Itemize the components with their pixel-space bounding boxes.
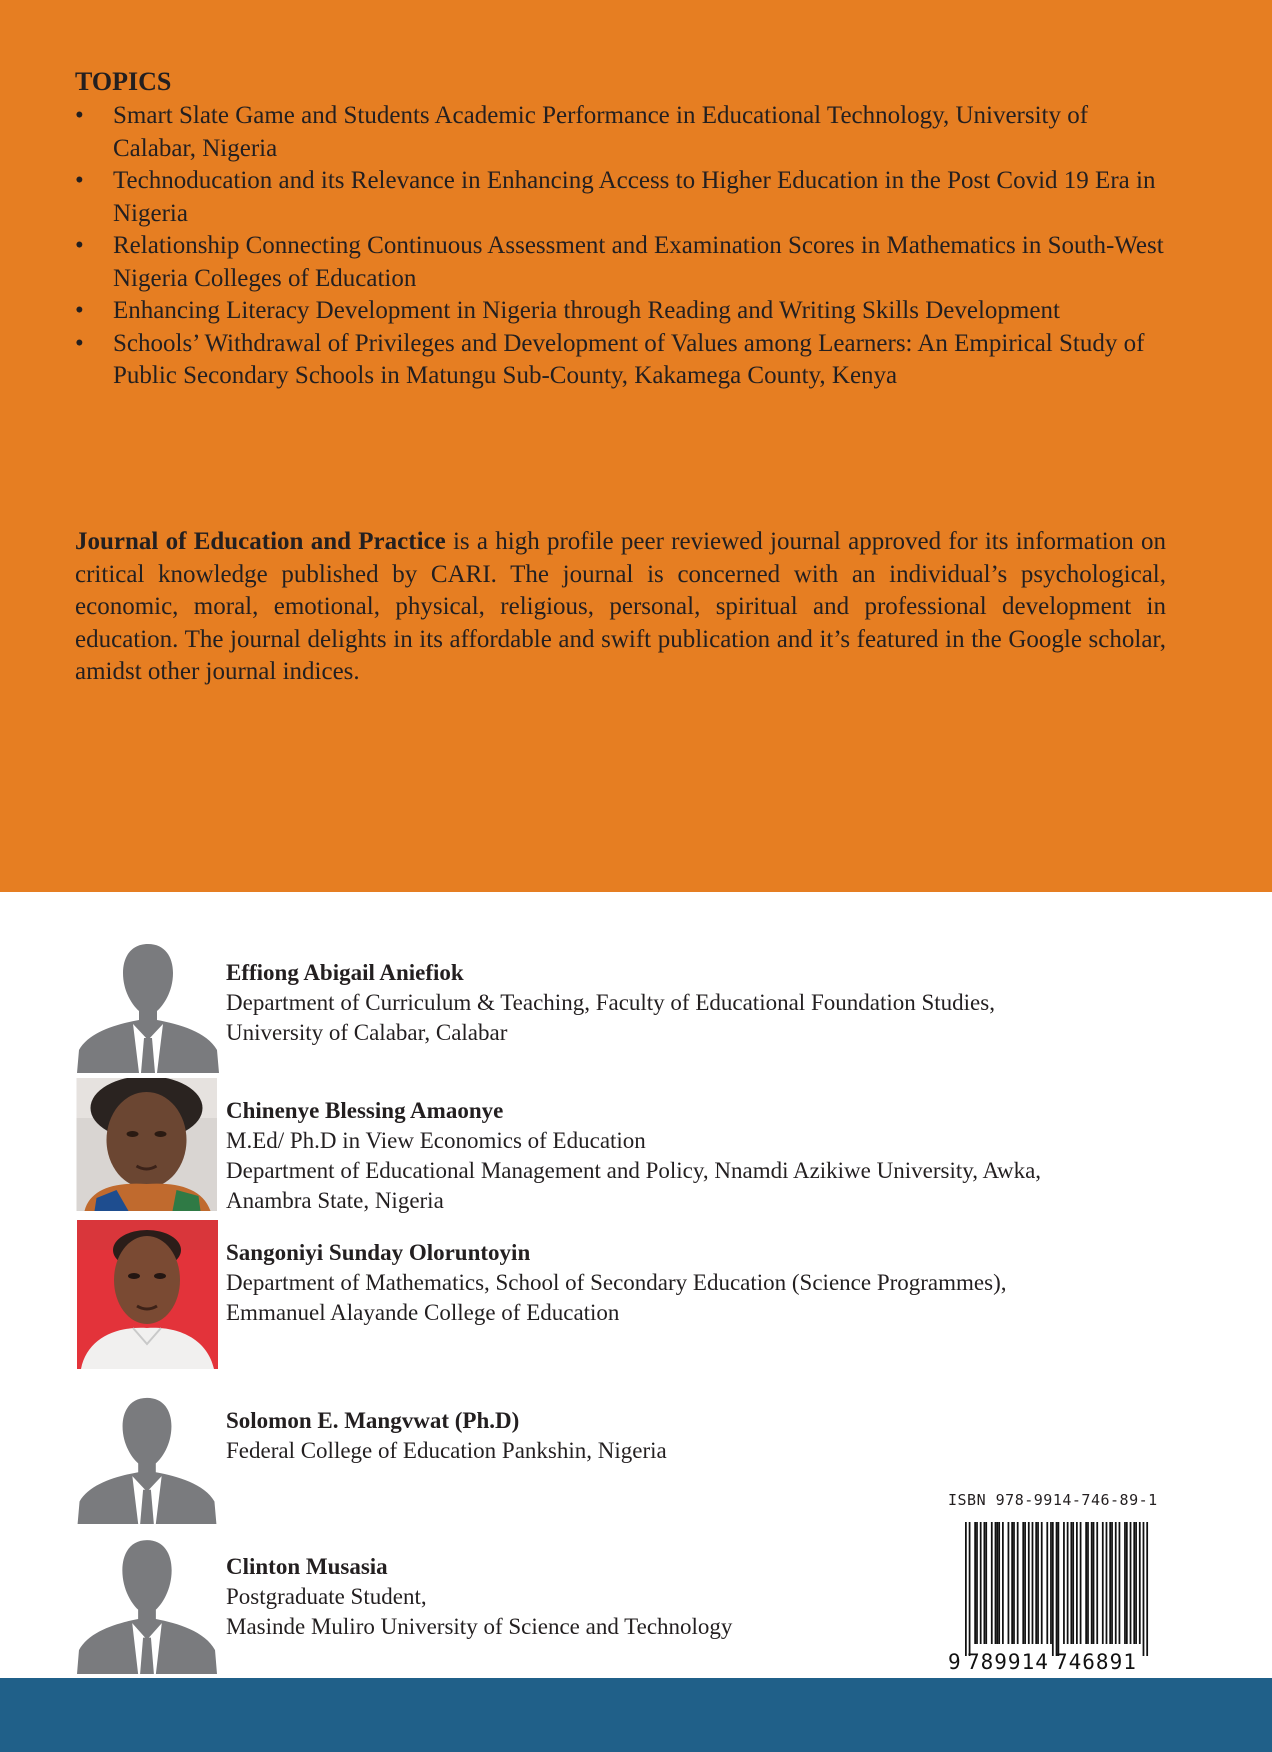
barcode-digits-left: 789914 bbox=[967, 1650, 1049, 1674]
barcode-digits-right: 746891 bbox=[1055, 1650, 1137, 1674]
barcode-bar bbox=[1087, 1522, 1089, 1644]
topic-text: Relationship Connecting Continuous Assessment and Examination Scores in Mathematics in South-West Nigeria Colleges of Education bbox=[113, 232, 1164, 292]
barcode-bar bbox=[1080, 1522, 1082, 1644]
topic-text: Enhancing Literacy Development in Nigeria through Reading and Writing Skills Development bbox=[113, 297, 1060, 324]
author-affiliation: Anambra State, Nigeria bbox=[226, 1188, 444, 1213]
author-name: Solomon E. Mangvwat (Ph.D) bbox=[226, 1408, 520, 1433]
author-photo bbox=[77, 1220, 218, 1369]
barcode-bar bbox=[1072, 1522, 1074, 1644]
barcode-bar bbox=[980, 1522, 982, 1644]
barcode-bar bbox=[1058, 1522, 1060, 1656]
barcode-bar bbox=[996, 1522, 998, 1644]
barcode-bar bbox=[1085, 1522, 1087, 1644]
barcode-bar bbox=[1076, 1522, 1078, 1644]
barcode-bar bbox=[1093, 1522, 1095, 1644]
barcode-bar bbox=[1106, 1522, 1108, 1644]
author-affiliation: Emmanuel Alayande College of Education bbox=[226, 1300, 620, 1325]
barcode-bar bbox=[1028, 1522, 1030, 1644]
barcode-bar bbox=[1133, 1522, 1135, 1644]
bullet-icon: • bbox=[75, 297, 84, 324]
avatar-silhouette-icon bbox=[77, 940, 219, 1073]
barcode-bar bbox=[1109, 1522, 1111, 1644]
barcode-bar bbox=[1056, 1522, 1058, 1656]
barcode-bar bbox=[1115, 1522, 1117, 1644]
barcode-bar bbox=[1032, 1522, 1034, 1644]
barcode-bar bbox=[1146, 1522, 1148, 1656]
author-affiliation: Federal College of Education Pankshin, Nigeria bbox=[226, 1438, 667, 1463]
bullet-icon: • bbox=[75, 232, 84, 259]
barcode-bar bbox=[984, 1522, 986, 1644]
barcode-bar bbox=[974, 1522, 976, 1644]
barcode-bar bbox=[1046, 1522, 1048, 1644]
barcode-bar bbox=[1035, 1522, 1037, 1644]
barcode-bar bbox=[1102, 1522, 1104, 1644]
barcode-bar bbox=[1135, 1522, 1137, 1644]
avatar-silhouette-icon bbox=[77, 1536, 217, 1674]
author-affiliation: Department of Educational Management and Policy, Nnamdi Azikiwe University, Awka, bbox=[226, 1158, 1042, 1183]
barcode-bar bbox=[1139, 1522, 1141, 1644]
barcode-bar bbox=[1124, 1522, 1126, 1644]
topic-item bbox=[75, 100, 1165, 165]
topic-text: Smart Slate Game and Students Academic Performance in Educational Technology, University of Calabar, Nigeria bbox=[113, 102, 1089, 162]
topic-item bbox=[75, 165, 1165, 230]
barcode-bar bbox=[991, 1522, 993, 1644]
author-details bbox=[226, 958, 1186, 1048]
barcode-bar bbox=[1002, 1522, 1004, 1644]
barcode-bar bbox=[1052, 1522, 1054, 1656]
barcode-bar bbox=[976, 1522, 978, 1644]
barcode-bar bbox=[1037, 1522, 1039, 1644]
barcode-bar bbox=[998, 1522, 1000, 1644]
author-details bbox=[226, 1238, 1186, 1328]
author-name: Effiong Abigail Aniefiok bbox=[226, 960, 464, 985]
barcode-bar bbox=[1041, 1522, 1043, 1644]
barcode-bar bbox=[985, 1522, 987, 1644]
bullet-icon: • bbox=[75, 102, 84, 129]
author-affiliation: University of Calabar, Calabar bbox=[226, 1020, 508, 1045]
barcode-bar bbox=[1011, 1522, 1013, 1644]
author-affiliation: M.Ed/ Ph.D in View Economics of Education bbox=[226, 1128, 646, 1153]
barcode-bar bbox=[1096, 1522, 1098, 1644]
author-affiliation: Masinde Muliro University of Science and Technology bbox=[226, 1614, 733, 1639]
barcode-bar bbox=[1050, 1522, 1052, 1644]
topic-text: Schools’ Withdrawal of Privileges and Development of Values among Learners: An Empirical Study of Public Secondary Schools in Matungu Sub-County, Kakamega County, Kenya bbox=[113, 329, 1145, 389]
barcode-bar bbox=[1130, 1522, 1132, 1644]
barcode-bar bbox=[1024, 1522, 1026, 1644]
barcode-bar bbox=[1013, 1522, 1015, 1644]
barcode-bar bbox=[965, 1522, 967, 1656]
author-photo bbox=[76, 1078, 217, 1211]
barcode-digit-lead: 9 bbox=[948, 1650, 961, 1674]
bullet-icon: • bbox=[75, 329, 84, 357]
barcode-icon bbox=[945, 1514, 1155, 1674]
barcode-bar bbox=[1022, 1522, 1024, 1644]
topics-heading: TOPICS bbox=[75, 67, 172, 96]
journal-name: Journal of Education and Practice bbox=[75, 528, 446, 555]
barcode-bar bbox=[1017, 1522, 1019, 1644]
barcode-bar bbox=[1111, 1522, 1113, 1644]
barcode-bar bbox=[1067, 1522, 1069, 1644]
barcode-bar bbox=[969, 1522, 971, 1656]
barcode-bar bbox=[1091, 1522, 1093, 1644]
journal-description-text: is a high profile peer reviewed journal approved for its information on critical knowledge published by CARI. The journal is concerned with an individual’s psychological, economic, moral, emotional, physical, religious, personal, spiritual and professional development in education. The journal delights in its affordable and swift publication and it’s featured in the Google scholar, amidst other journal indices. bbox=[75, 528, 1166, 685]
author-name: Chinenye Blessing Amaonye bbox=[226, 1098, 504, 1123]
isbn-label: ISBN 978-9914-746-89-1 bbox=[948, 1491, 1158, 1509]
barcode-bar bbox=[1119, 1522, 1121, 1644]
barcode-bar bbox=[1126, 1522, 1128, 1644]
author-details bbox=[226, 1096, 1186, 1216]
author-affiliation: Department of Mathematics, School of Secondary Education (Science Programmes), bbox=[226, 1270, 1007, 1295]
topics-list bbox=[75, 100, 1165, 393]
author-name: Clinton Musasia bbox=[226, 1554, 388, 1579]
bullet-icon: • bbox=[75, 167, 84, 194]
topic-item bbox=[75, 328, 1165, 393]
barcode-bar bbox=[1070, 1522, 1072, 1644]
avatar-silhouette-icon bbox=[77, 1394, 217, 1524]
author-name: Sangoniyi Sunday Oloruntoyin bbox=[226, 1240, 531, 1265]
author-details bbox=[226, 1406, 1186, 1466]
topic-item bbox=[75, 230, 1165, 295]
topic-text: Technoducation and its Relevance in Enhancing Access to Higher Education in the Post Covid 19 Era in Nigeria bbox=[113, 167, 1156, 227]
author-affiliation: Department of Curriculum & Teaching, Faculty of Educational Foundation Studies, bbox=[226, 990, 995, 1015]
topic-item bbox=[75, 295, 1165, 328]
footer-band bbox=[0, 1678, 1272, 1752]
author-affiliation: Postgraduate Student, bbox=[226, 1584, 427, 1609]
barcode-bar bbox=[1143, 1522, 1145, 1656]
barcode-bar bbox=[995, 1522, 997, 1644]
barcode-bar bbox=[1008, 1522, 1010, 1644]
barcode-bar bbox=[1063, 1522, 1065, 1644]
journal-description bbox=[75, 526, 1166, 689]
